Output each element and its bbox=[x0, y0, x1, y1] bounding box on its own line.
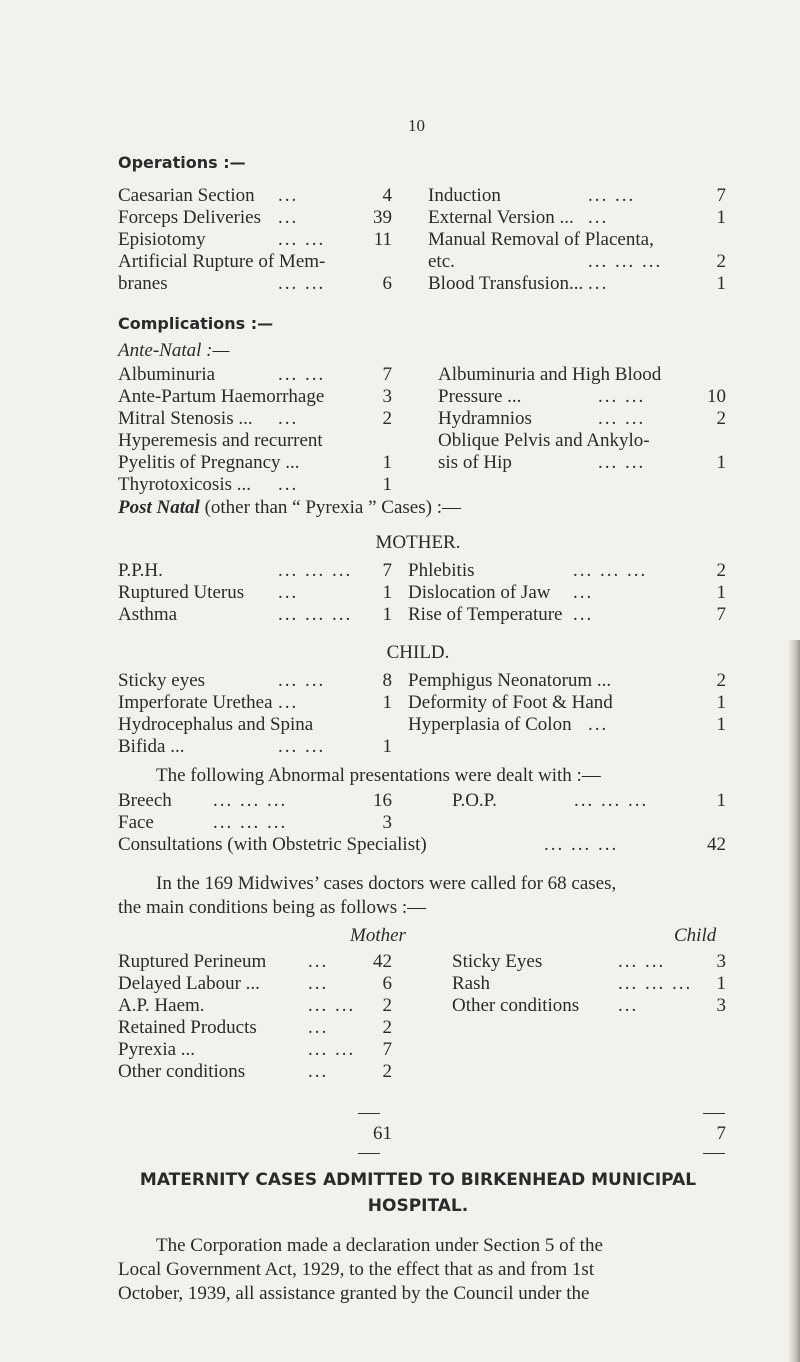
list-item-label: A.P. Haem. bbox=[118, 995, 205, 1016]
operations-heading: Operations :— bbox=[118, 153, 246, 172]
list-item-label: Ruptured Perineum bbox=[118, 951, 267, 972]
section-title-line1: MATERNITY CASES ADMITTED TO BIRKENHEAD MUNICIPAL bbox=[139, 1170, 697, 1190]
breech-value: 16 bbox=[373, 790, 392, 811]
list-item-dots: ... bbox=[278, 207, 299, 228]
list-item-dots: ... bbox=[573, 582, 594, 603]
list-item-dots: ... ... bbox=[598, 386, 646, 407]
list-item-label: Manual Removal of Placenta, bbox=[428, 229, 654, 250]
page-number: 10 bbox=[408, 116, 425, 135]
list-item-dots: ... bbox=[308, 1017, 329, 1038]
list-item-dots: ... ... bbox=[278, 670, 326, 691]
list-item-label: branes bbox=[118, 273, 168, 294]
midwives-para-line1: In the 169 Midwives’ cases doctors were called for 68 cases, bbox=[156, 873, 617, 894]
list-item-value: 6 bbox=[382, 273, 392, 294]
list-item-value: 2 bbox=[716, 251, 726, 272]
pop-value: 1 bbox=[716, 790, 726, 811]
list-item-label: Phlebitis bbox=[408, 560, 475, 581]
section-para-line1: The Corporation made a declaration under Section 5 of the bbox=[156, 1235, 603, 1256]
postnatal-heading-italic: Post Natal bbox=[118, 497, 200, 518]
list-item-value: 1 bbox=[716, 973, 726, 994]
breech-dots: ... ... ... bbox=[213, 790, 288, 811]
postnatal-heading-rest: (other than “ Pyrexia ” Cases) :— bbox=[204, 497, 461, 518]
list-item-label: Thyrotoxicosis ... bbox=[118, 474, 251, 495]
list-item-dots: ... bbox=[618, 995, 639, 1016]
list-item-label: sis of Hip bbox=[438, 452, 512, 473]
list-item-label: Mitral Stenosis ... bbox=[118, 408, 253, 429]
list-item-value: 1 bbox=[382, 736, 392, 757]
list-item-dots: ... bbox=[308, 973, 329, 994]
consultations-dots: ... ... ... bbox=[544, 834, 619, 855]
list-item-label: P.P.H. bbox=[118, 560, 163, 581]
list-item-label: Other conditions bbox=[118, 1061, 246, 1082]
list-item-dots: ... ... bbox=[278, 229, 326, 250]
list-item-dots: ... ... bbox=[588, 185, 636, 206]
list-item-label: etc. bbox=[428, 251, 455, 272]
midwives-para-line2: the main conditions being as follows :— bbox=[118, 897, 427, 918]
section-title-line2: HOSPITAL. bbox=[367, 1196, 469, 1216]
list-item-value: 6 bbox=[382, 973, 392, 994]
list-item-value: 8 bbox=[382, 670, 392, 691]
list-item-dots: ... bbox=[278, 408, 299, 429]
child-subheading: CHILD. bbox=[386, 642, 450, 663]
list-item-label: Caesarian Section bbox=[118, 185, 255, 206]
postnatal-heading bbox=[118, 497, 758, 518]
child-column-heading: Child bbox=[674, 925, 717, 946]
list-item-label: Pemphigus Neonatorum ... bbox=[408, 670, 612, 691]
mother-total-rule-bottom bbox=[358, 1153, 380, 1154]
list-item-dots: ... ... ... bbox=[278, 560, 353, 581]
list-item-value: 7 bbox=[382, 364, 392, 385]
list-item-dots: ... ... bbox=[598, 408, 646, 429]
section-para-line3: October, 1939, all assistance granted by the Council under the bbox=[118, 1283, 590, 1304]
list-item-value: 2 bbox=[382, 995, 392, 1016]
list-item-value: 3 bbox=[716, 995, 726, 1016]
list-item-label: Induction bbox=[428, 185, 501, 206]
list-item-dots: ... ... ... bbox=[588, 251, 663, 272]
list-item-value: 10 bbox=[707, 386, 726, 407]
list-item-label: External Version ... bbox=[428, 207, 574, 228]
list-item-dots: ... ... ... bbox=[573, 560, 648, 581]
list-item-label: Bifida ... bbox=[118, 736, 185, 757]
list-item-dots: ... ... ... bbox=[278, 604, 353, 625]
list-item-dots: ... bbox=[588, 207, 609, 228]
abnormal-intro: The following Abnormal presentations were dealt with :— bbox=[156, 765, 601, 786]
consultations-label: Consultations (with Obstetric Specialist) bbox=[118, 834, 427, 855]
child-total-rule-bottom bbox=[703, 1153, 725, 1154]
list-item-dots: ... bbox=[588, 714, 609, 735]
list-item-label: Hyperplasia of Colon bbox=[408, 714, 572, 735]
list-item-value: 1 bbox=[716, 692, 726, 713]
list-item-dots: ... ... ... bbox=[618, 973, 693, 994]
list-item-value: 1 bbox=[716, 452, 726, 473]
list-item-label: Hyperemesis and recurrent bbox=[118, 430, 323, 451]
list-item-dots: ... bbox=[308, 951, 329, 972]
list-item-label: Retained Products bbox=[118, 1017, 257, 1038]
list-item-label: Blood Transfusion... bbox=[428, 273, 584, 294]
pop-dots: ... ... ... bbox=[574, 790, 649, 811]
list-item-label: Hydrocephalus and Spina bbox=[118, 714, 314, 735]
list-item-value: 3 bbox=[382, 386, 392, 407]
mother-total: 61 bbox=[373, 1123, 392, 1144]
breech-label: Breech bbox=[118, 790, 172, 811]
list-item-label: Imperforate Urethea bbox=[118, 692, 273, 713]
list-item-label: Albuminuria and High Blood bbox=[438, 364, 662, 385]
list-item-label: Other conditions bbox=[452, 995, 580, 1016]
list-item-label: Dislocation of Jaw bbox=[408, 582, 551, 603]
list-item-value: 2 bbox=[716, 560, 726, 581]
list-item-value: 1 bbox=[716, 273, 726, 294]
list-item-label: Rash bbox=[452, 973, 490, 994]
list-item-value: 1 bbox=[382, 452, 392, 473]
list-item-value: 2 bbox=[382, 408, 392, 429]
list-item-dots: ... bbox=[278, 185, 299, 206]
list-item-label: Delayed Labour ... bbox=[118, 973, 260, 994]
list-item-value: 42 bbox=[373, 951, 392, 972]
list-item-value: 2 bbox=[716, 408, 726, 429]
list-item-dots: ... bbox=[278, 582, 299, 603]
list-item-label: Oblique Pelvis and Ankylo- bbox=[438, 430, 650, 451]
list-item-label: Ruptured Uterus bbox=[118, 582, 245, 603]
list-item-dots: ... bbox=[308, 1061, 329, 1082]
list-item-value: 1 bbox=[382, 474, 392, 495]
list-item-label: Deformity of Foot & Hand bbox=[408, 692, 613, 713]
section-para-line2: Local Government Act, 1929, to the effect that as and from 1st bbox=[118, 1259, 595, 1280]
page-edge-shadow bbox=[788, 640, 800, 1362]
list-item-label: Sticky Eyes bbox=[452, 951, 543, 972]
complications-heading: Complications :— bbox=[118, 314, 274, 333]
list-item-value: 2 bbox=[382, 1017, 392, 1038]
mother-total-rule-top bbox=[358, 1113, 380, 1114]
list-item-value: 1 bbox=[716, 714, 726, 735]
list-item-dots: ... ... bbox=[308, 1039, 356, 1060]
list-item-label: Pressure ... bbox=[438, 386, 522, 407]
list-item-value: 1 bbox=[382, 582, 392, 603]
list-item-value: 7 bbox=[382, 560, 392, 581]
list-item-value: 39 bbox=[373, 207, 392, 228]
list-item-dots: ... ... bbox=[278, 736, 326, 757]
list-item-label: Forceps Deliveries bbox=[118, 207, 261, 228]
list-item-label: Rise of Temperature bbox=[408, 604, 563, 625]
mother-subheading: MOTHER. bbox=[375, 532, 461, 553]
list-item-label: Pyelitis of Pregnancy ... bbox=[118, 452, 300, 473]
list-item-value: 7 bbox=[382, 1039, 392, 1060]
list-item-value: 2 bbox=[716, 670, 726, 691]
list-item-dots: ... ... bbox=[278, 364, 326, 385]
list-item-value: 2 bbox=[382, 1061, 392, 1082]
child-total-rule-top bbox=[703, 1113, 725, 1114]
list-item-label: Sticky eyes bbox=[118, 670, 206, 691]
list-item-value: 1 bbox=[716, 582, 726, 603]
list-item-dots: ... ... bbox=[598, 452, 646, 473]
list-item-dots: ... bbox=[278, 474, 299, 495]
list-item-value: 1 bbox=[382, 604, 392, 625]
list-item-dots: ... ... bbox=[278, 273, 326, 294]
list-item-label: Pyrexia ... bbox=[118, 1039, 196, 1060]
list-item-value: 7 bbox=[716, 604, 726, 625]
mother-column-heading: Mother bbox=[350, 925, 406, 946]
list-item-dots: ... ... bbox=[618, 951, 666, 972]
list-item-value: 1 bbox=[382, 692, 392, 713]
list-item-label: Asthma bbox=[118, 604, 178, 625]
face-dots: ... ... ... bbox=[213, 812, 288, 833]
list-item-label: Artificial Rupture of Mem- bbox=[118, 251, 326, 272]
face-label: Face bbox=[118, 812, 154, 833]
list-item-dots: ... bbox=[278, 692, 299, 713]
list-item-label: Hydramnios bbox=[438, 408, 532, 429]
list-item-value: 7 bbox=[716, 185, 726, 206]
antenatal-label: Ante-Natal :— bbox=[118, 340, 230, 361]
list-item-value: 11 bbox=[373, 229, 392, 250]
list-item-label: Episiotomy bbox=[118, 229, 206, 250]
child-total: 7 bbox=[716, 1123, 726, 1144]
list-item-dots: ... ... bbox=[308, 995, 356, 1016]
list-item-dots: ... bbox=[573, 604, 594, 625]
list-item-value: 3 bbox=[716, 951, 726, 972]
consultations-value: 42 bbox=[707, 834, 726, 855]
list-item-value: 4 bbox=[382, 185, 392, 206]
list-item-dots: ... bbox=[588, 273, 609, 294]
list-item-label: Ante-Partum Haemorrhage bbox=[118, 386, 325, 407]
face-value: 3 bbox=[382, 812, 392, 833]
list-item-label: Albuminuria bbox=[118, 364, 216, 385]
list-item-value: 1 bbox=[716, 207, 726, 228]
pop-label: P.O.P. bbox=[452, 790, 497, 811]
